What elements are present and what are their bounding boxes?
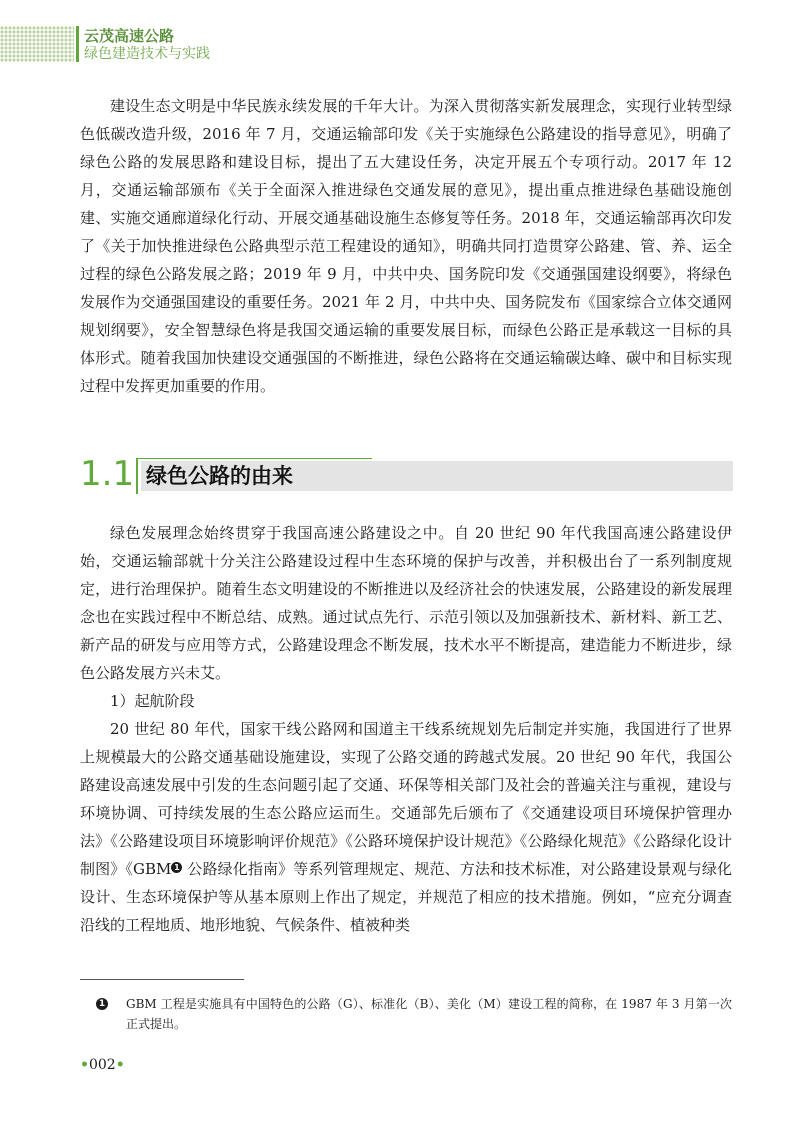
stage-paragraph-part-1: 20 世纪 80 年代，国家干线公路网和国道主干线系统规划先后制定并实施，我国进行了世界上规模最大的公路交通基础设施建设，实现了公路交通的跨越式发展。20 世纪 90 年代，我国公路建设高速发展中引发的生态问题引起了交通、环保等相关部门及社会的普遍关注与重视，建设与环境协调、可持续发展的生态公路应运而生。交通部先后颁布了《交通建设项目环境保护管理办法》《公路建设项目环境影响评价规范》《公路环境保护设计规范》《公路绿化规范》《公路绿化设计制图》《GBM	[80, 720, 732, 878]
page-number-dot-left: •	[80, 1057, 89, 1073]
footnote-reference[interactable]: 1	[171, 862, 182, 873]
intro-paragraph: 建设生态文明是中华民族永续发展的千年大计。为深入贯彻落实新发展理念，实现行业转型绿色低碳改造升级，2016 年 7 月，交通运输部印发《关于实施绿色公路建设的指导意见》，明确了绿色公路的发展思路和建设目标，提出了五大建设任务，决定开展五个专项行动。2017 年 12 月，交通运输部颁布《关于全面深入推进绿色交通发展的意见》，提出重点推进绿色基础设施创建、实施交通廊道绿化行动、开展交通基础设施生态修复等任务。2018 年，交通运输部再次印发了《关于加快推进绿色公路典型示范工程建设的通知》，明确共同打造贯穿公路建、管、养、运全过程的绿色公路发展之路；2019 年 9 月，中共中央、国务院印发《交通强国建设纲要》，将绿色发展作为交通强国建设的重要任务。2021 年 2 月，中共中央、国务院发布《国家综合立体交通网规划纲要》，安全智慧绿色将是我国交通运输的重要发展目标，而绿色公路正是承载这一目标的具体形式。随着我国加快建设交通强国的不断推进，绿色公路将在交通运输碳达峰、碳中和目标实现过程中发挥更加重要的作用。	[80, 97, 732, 395]
footnote-separator	[80, 979, 244, 980]
page-number-value: 002	[88, 1057, 116, 1073]
stage-paragraph	[80, 715, 732, 939]
stage-heading: 1）起航阶段	[110, 692, 195, 710]
page-number	[80, 1056, 125, 1074]
section-title: 绿色公路的由来	[146, 464, 293, 488]
stage-paragraph-part-2: 公路绿化指南》等系列管理规定、规范、方法和技术标准，对公路建设景观与绿化设计、生态环境保护等从基本原则上作出了规定，并规范了相应的技术措施。例如，“应充分调查沿线的工程地质、地形地貌、气候条件、植被种类	[80, 860, 732, 934]
page-number-dot-right: •	[115, 1057, 125, 1073]
running-header-subtitle: 绿色建造技术与实践	[84, 46, 210, 62]
section-number: 1.1	[80, 454, 135, 494]
header-dot-pattern	[0, 26, 74, 62]
running-header-title: 云茂高速公路	[84, 27, 175, 45]
header-accent-bar	[76, 26, 79, 62]
section-paragraph: 绿色发展理念始终贯穿于我国高速公路建设之中。自 20 世纪 90 年代我国高速公路建设伊始，交通运输部就十分关注公路建设过程中生态环境的保护与改善，并积极出台了一系列制度规定，进行治理保护。随着生态文明建设的不断推进以及经济社会的快速发展，公路建设的新发展理念也在实践过程中不断总结、成熟。通过试点先行、示范引领以及加强新技术、新材料、新工艺、新产品的研发与应用等方式，公路建设理念不断发展，技术水平不断提高，建造能力不断进步，绿色公路发展方兴未艾。	[80, 524, 732, 682]
footnote-mark: 1	[96, 998, 108, 1010]
footnote-text: GBM 工程是实施具有中国特色的公路（G）、标准化（B）、美化（M）建设工程的简称，在 1987 年 3 月第一次正式提出。	[126, 997, 732, 1031]
section-top-rule	[136, 458, 372, 459]
section-divider-bar	[136, 458, 138, 494]
